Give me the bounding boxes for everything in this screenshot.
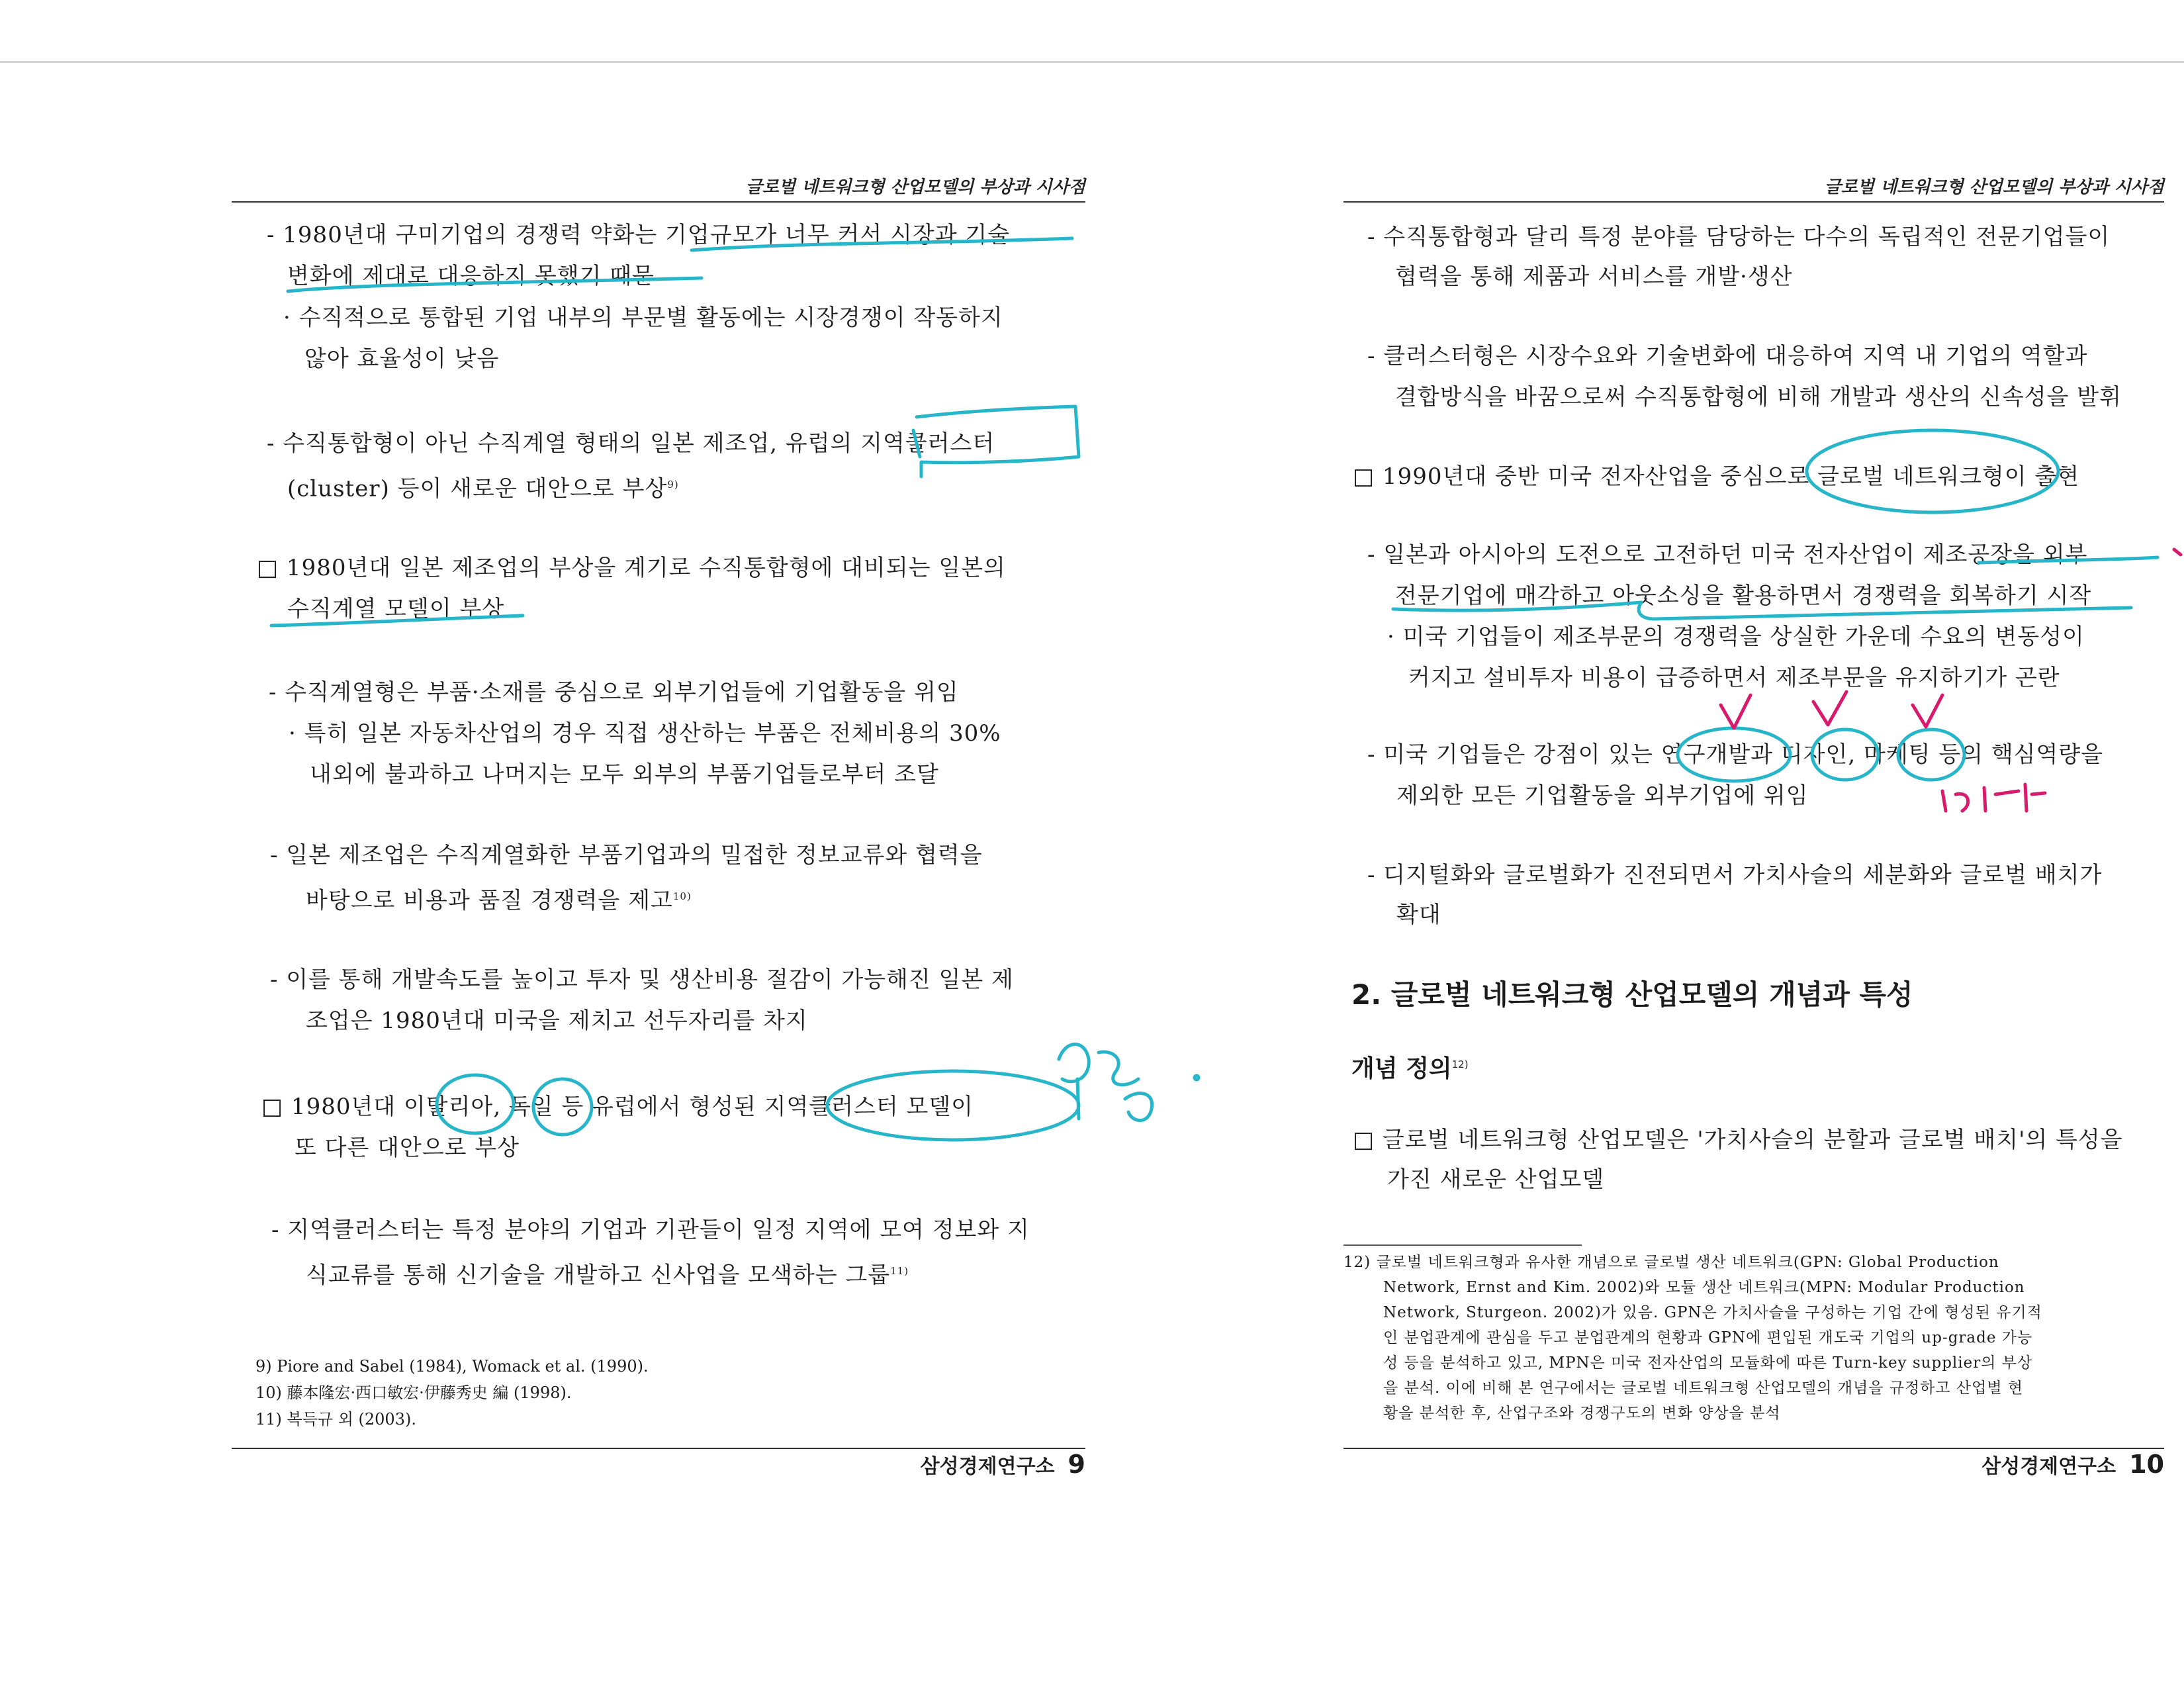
footnote-ref: 9) (667, 479, 679, 491)
text-line: - 수직계열형은 부품·소재를 중심으로 외부기업들에 기업활동을 위임 (269, 679, 959, 706)
text-line: 바탕으로 비용과 품질 경쟁력을 제고$^{10)}$ (306, 887, 692, 914)
publisher-name: 삼성경제연구소 (920, 1455, 1055, 1478)
page-number: 10 (2129, 1450, 2164, 1479)
text-line: - 지역클러스터는 특정 분야의 기업과 기관들이 일정 지역에 모여 정보와 지 (271, 1217, 1030, 1243)
page-footer (1981, 1450, 2164, 1479)
header-rule (232, 201, 1085, 203)
footnote-ref: 11) (890, 1265, 909, 1277)
running-head: 글로벌 네트워크형 산업모델의 부상과 시사점 (1824, 177, 2164, 197)
handwriting-mark (2174, 549, 2181, 555)
text-line: 식교류를 통해 신기술을 개발하고 신사업을 모색하는 그룹$^{11)}$ (306, 1262, 909, 1289)
page-number: 9 (1068, 1450, 1085, 1479)
text-line: 조업은 1980년대 미국을 제치고 선두자리를 차지 (306, 1008, 808, 1034)
text-line: - 일본과 아시아의 도전으로 고전하던 미국 전자산업이 제조공장을 외부 (1367, 541, 2088, 568)
footnote-rule (1343, 1244, 1582, 1246)
footnote-ref: 10) (672, 890, 692, 902)
text-line: - 수직통합형이 아닌 수직계열 형태의 일본 제조업, 유럽의 지역클러스터 (267, 430, 995, 457)
footer-rule (1343, 1448, 2164, 1449)
text-line: (cluster) 등이 새로운 대안으로 부상$^{9)}$ (287, 475, 679, 502)
text-line: - 수직통합형과 달리 특정 분야를 담당하는 다수의 독립적인 전문기업들이 (1367, 224, 2111, 250)
subheading: 개념 정의$^{12)}$ (1351, 1055, 1469, 1082)
text-line: 제외한 모든 기업활동을 외부기업에 위임 (1396, 782, 1809, 809)
text-line: 않아 효율성이 낮음 (304, 346, 500, 372)
text-line: - 1980년대 구미기업의 경쟁력 약화는 기업규모가 너무 커서 시장과 기술 (267, 222, 1011, 248)
text-line: · 미국 기업들이 제조부문의 경쟁력을 상실한 가운데 수요의 변동성이 (1387, 624, 2085, 650)
text-line: 수직계열 모델이 부상 (287, 596, 505, 622)
section-heading: 2. 글로벌 네트워크형 산업모델의 개념과 특성 (1351, 978, 1913, 1011)
text-line: 변화에 제대로 대응하지 못했기 때문 (287, 263, 655, 289)
text-line: - 디지털화와 글로벌화가 진전되면서 가치사슬의 세분화와 글로벌 배치가 (1367, 862, 2103, 888)
footnote: 10) 藤本隆宏·西口敏宏·伊藤秀史 編 (1998). (255, 1383, 572, 1402)
text-line: 전문기업에 매각하고 아웃소싱을 활용하면서 경쟁력을 회복하기 시작 (1395, 583, 2092, 609)
header-rule (1343, 201, 2164, 203)
running-head: 글로벌 네트워크형 산업모델의 부상과 시사점 (745, 177, 1085, 197)
text-line: □ 1990년대 중반 미국 전자산업을 중심으로 글로벌 네트워크형이 출현 (1353, 463, 2080, 490)
page-9 (232, 0, 1085, 1688)
text-line: 결합방식을 바꿈으로써 수직통합형에 비해 개발과 생산의 신속성을 발휘 (1395, 384, 2122, 410)
text-line: 내외에 불과하고 나머지는 모두 외부의 부품기업들로부터 조달 (310, 761, 939, 788)
text-line: 커지고 설비투자 비용이 급증하면서 제조부문을 유지하기가 곤란 (1408, 665, 2060, 691)
text-line: 협력을 통해 제품과 서비스를 개발·생산 (1395, 263, 1793, 290)
text-line: · 특히 일본 자동차산업의 경우 직접 생산하는 부품은 전체비용의 30% (289, 720, 1001, 747)
page-10 (1343, 0, 2164, 1688)
text-line: 또 다른 대안으로 부상 (295, 1135, 520, 1161)
footnote-ref: 12) (1451, 1058, 1469, 1070)
text-line: □ 글로벌 네트워크형 산업모델은 '가치사슬의 분할과 글로벌 배치'의 특성을 (1353, 1127, 2123, 1153)
dot-mark (1195, 1076, 1199, 1080)
publisher-name: 삼성경제연구소 (1981, 1455, 2116, 1478)
text-line: - 미국 기업들은 강점이 있는 연구개발과 디자인, 마케팅 등의 핵심역량을 (1367, 741, 2104, 768)
page-footer (921, 1450, 1085, 1479)
text-line: 가진 새로운 산업모델 (1387, 1166, 1605, 1193)
footnote-12: 12) 글로벌 네트워크형과 유사한 개념으로 글로벌 생산 네트워크(GPN: Global Production Network, Ernst and Kim. 2002)와 모듈 생산 네트워크(MPN: Modular Production Network, Sturgeon. 2002)가 있음. GPN은 가치사슬을 구성하는 기업 간에 형성된 유기적 인 분업관계에 관심을 두고 분업관계의 현황과 GPN에 편입된 개도국 기업의 up-grade 가능 성 등을 분석하고 있고, MPN은 미국 전자산업의 모듈화에 따른 Turn-key supplier의 부상 을 분석. 이에 비해 본 연구에서는 글로벌 네트워크형 산업모델의 개념을 규정하고 산업별 현 황을 분석한 후, 산업구조와 경쟁구도의 변화 양상을 분석 (1343, 1254, 2042, 1422)
text-line: - 클러스터형은 시장수요와 기술변화에 대응하여 지역 내 기업의 역할과 (1367, 343, 2088, 369)
text-line: □ 1980년대 이탈리아, 독일 등 유럽에서 형성된 지역클러스터 모델이 (261, 1094, 974, 1120)
text-line: · 수직적으로 통합된 기업 내부의 부문별 활동에는 시장경쟁이 작동하지 (283, 305, 1003, 331)
footnote: 11) 복득규 외 (2003). (255, 1410, 416, 1429)
footer-rule (232, 1448, 1085, 1449)
text-line: - 이를 통해 개발속도를 높이고 투자 및 생산비용 절감이 가능해진 일본 제 (270, 966, 1014, 993)
text-line: □ 1980년대 일본 제조업의 부상을 계기로 수직통합형에 대비되는 일본의 (257, 555, 1006, 581)
text-line: - 일본 제조업은 수직계열화한 부품기업과의 밀접한 정보교류와 협력을 (270, 842, 983, 868)
text-line: 확대 (1396, 902, 1441, 928)
footnote: 9) Piore and Sabel (1984), Womack et al. (1990). (255, 1357, 649, 1376)
